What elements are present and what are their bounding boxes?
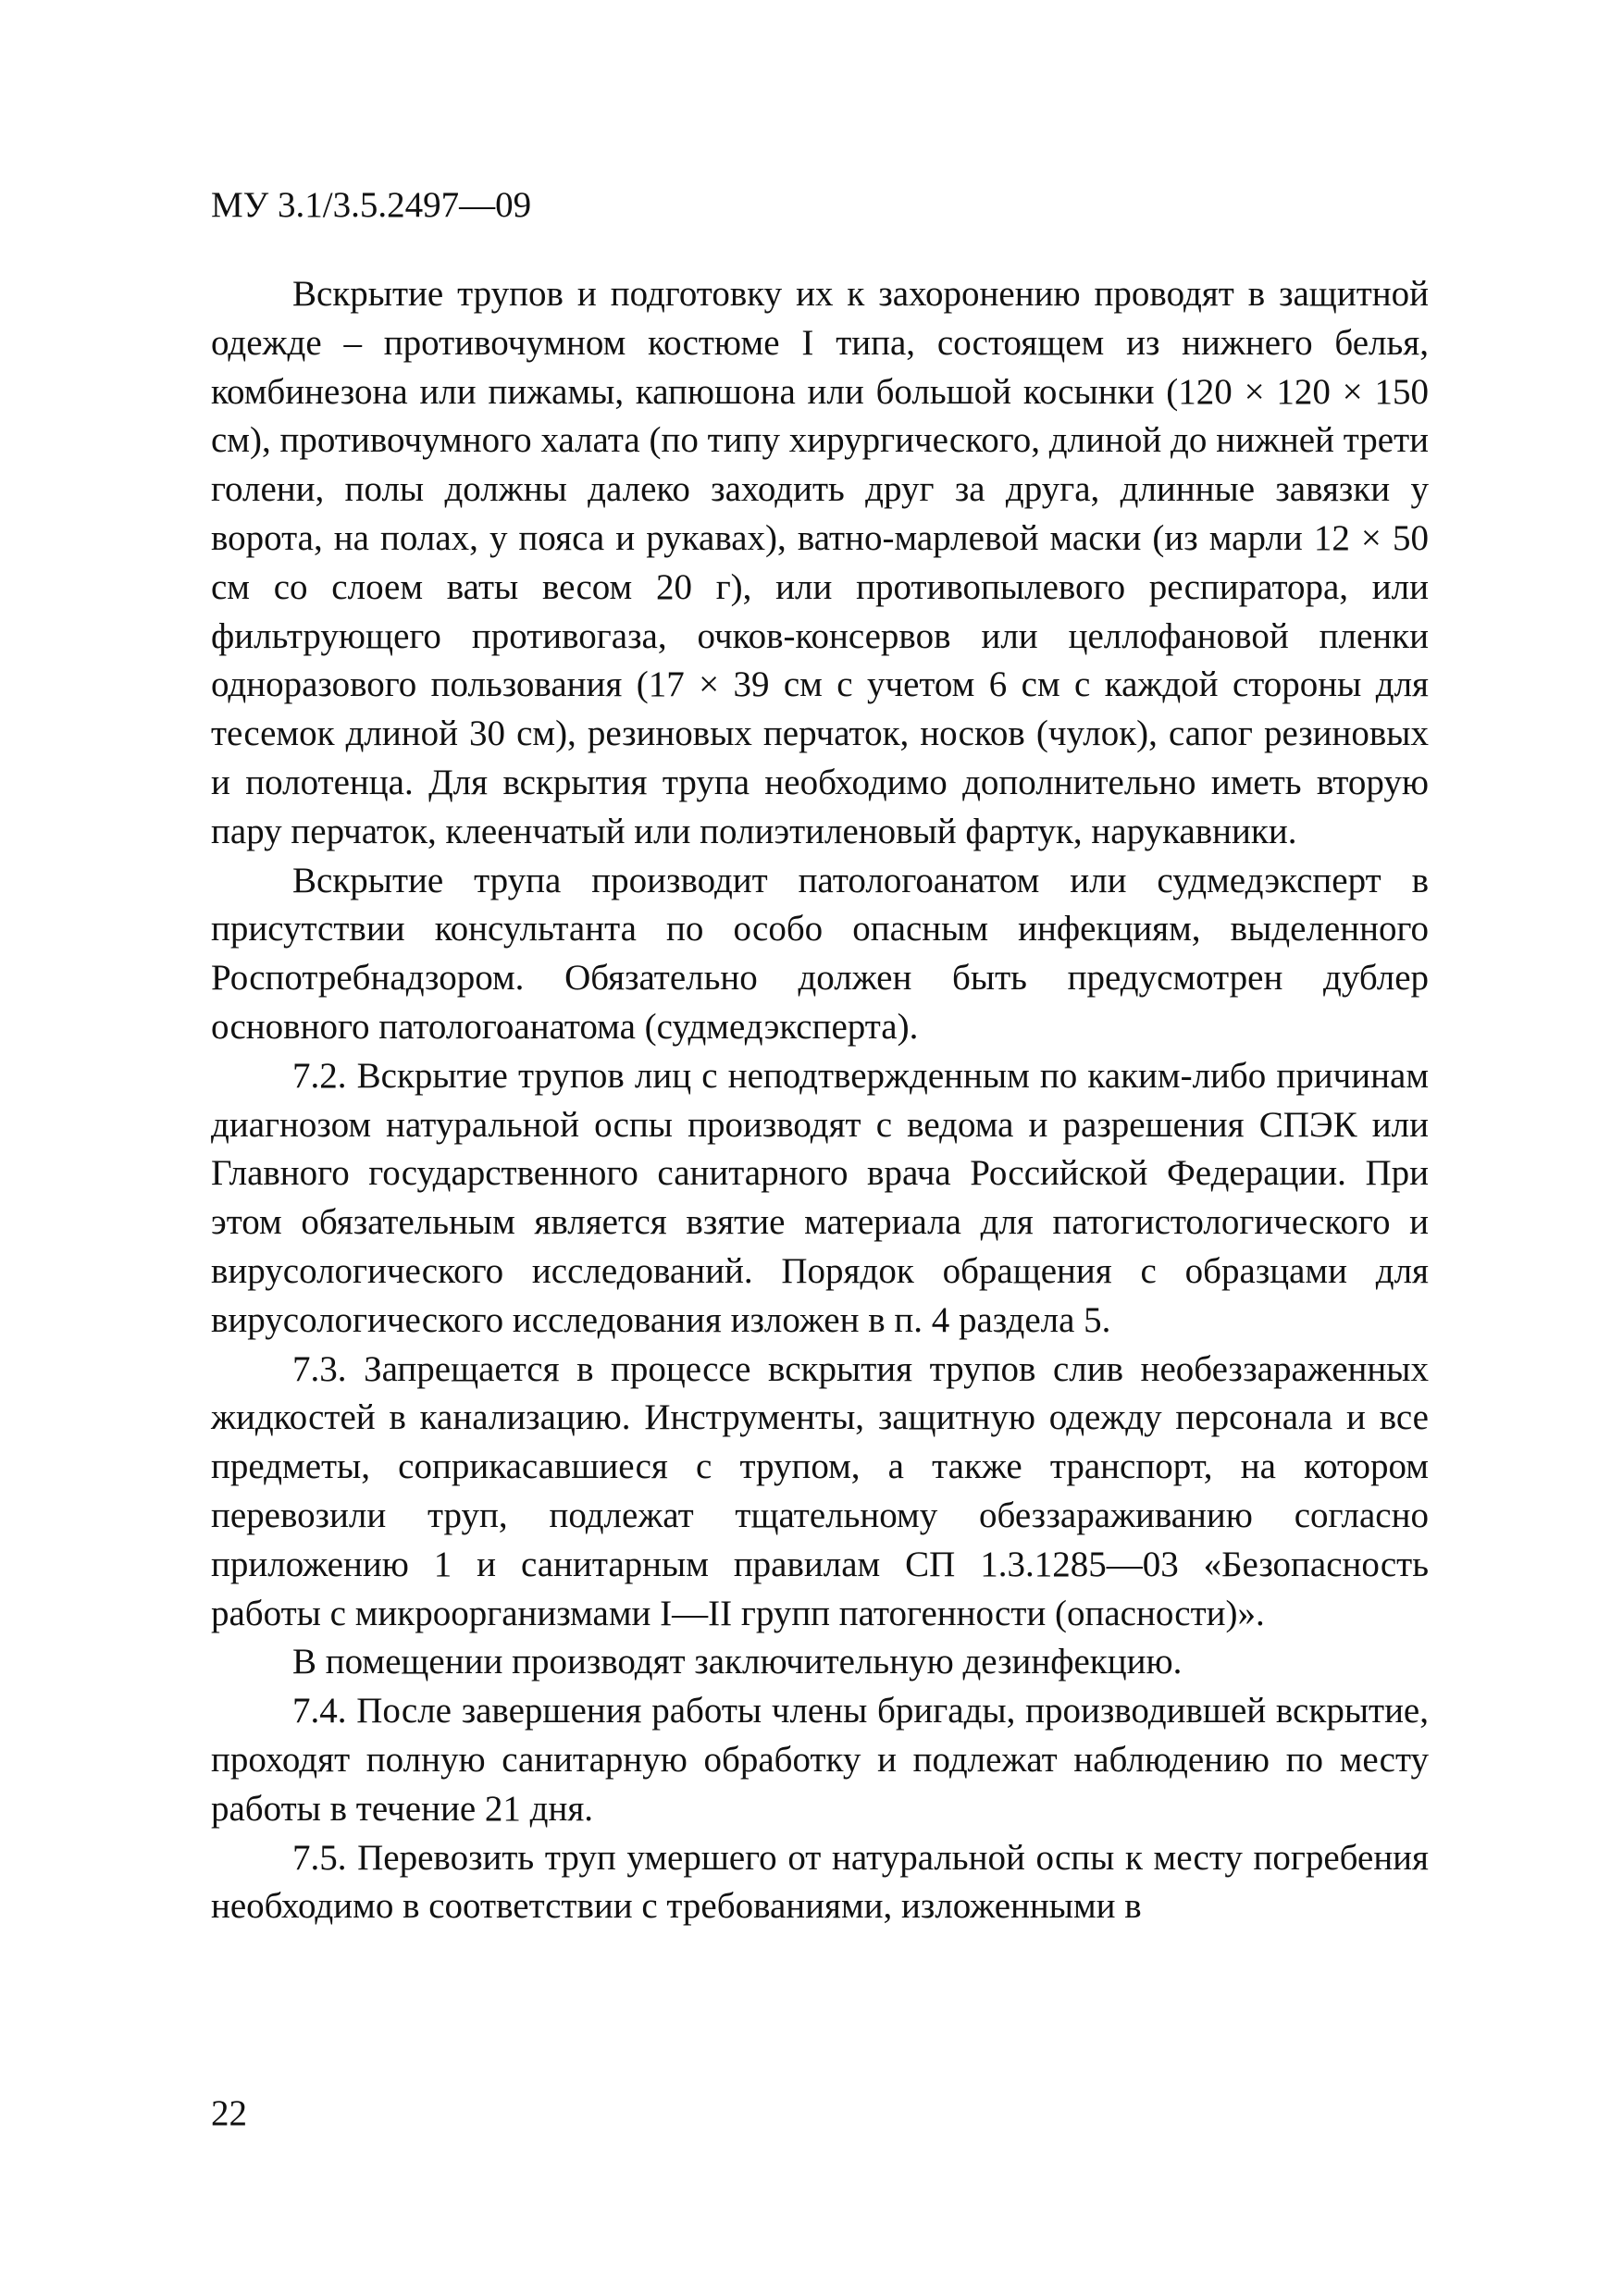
paragraph-7-4: 7.4. После завершения работы члены бригады, производившей вскрытие, проходят полную санитарную обработку и подлежат наблюдению по месту работы в течение 21 дня. <box>211 1691 1429 1829</box>
paragraph-final-disinfection: В помещении производят заключительную дезинфекцию. <box>292 1642 1183 1682</box>
paragraph-7-5: 7.5. Перевозить труп умершего от натуральной оспы к месту погребения необходимо в соответствии с требованиями, изложенными в <box>211 1837 1429 1927</box>
document-body <box>211 270 1429 1931</box>
paragraph-7-3: 7.3. Запрещается в процессе вскрытия трупов слив необеззараженных жидкостей в канализацию. Инструменты, защитную одежду персонала и все предметы, соприкасавшиеся с трупом, а также транспорт, на котором перевозили труп, подлежат тщательному обеззараживанию согласно приложению 1 и санитарным правилам СП 1.3.1285—03 «Безопасность работы с микроорганизмами I—II групп патогенности (опасности)». <box>211 1348 1429 1633</box>
page-number: 22 <box>211 2093 247 2133</box>
paragraph-protective-clothing: Вскрытие трупов и подготовку их к захоронению проводят в защитной одежде – противочумном костюме I типа, состоящем из нижнего белья, комбинезона или пижамы, капюшона или большой косынки (120 × 120 × 150 см), противочумного халата (по типу хирургического, длиной до нижней трети голени, полы должны далеко заходить друг за друга, длинные завязки у ворота, на полах, у пояса и рукавах), ватно-марлевой маски (из марли 12 × 50 см со слоем ваты весом 20 г), или противопылевого респиратора, или фильтрующего противогаза, очков-консервов или целлофановой пленки одноразового пользования (17 × 39 см с учетом 6 см с каждой стороны для тесемок длиной 30 см), резиновых перчаток, носков (чулок), сапог резиновых и полотенца. Для вскрытия трупа необходимо дополнительно иметь вторую пару перчаток, клеенчатый или полиэтиленовый фартук, нарукавники. <box>211 274 1429 851</box>
document-code-header: МУ 3.1/3.5.2497—09 <box>211 185 532 225</box>
paragraph-autopsy-performer: Вскрытие трупа производит патологоанатом или судмедэксперт в присутствии консультанта по особо опасным инфекциям, выделенного Роспотребнадзором. Обязательно должен быть предусмотрен дублер основного патологоанатома (судмедэксперта). <box>211 860 1429 1047</box>
paragraph-7-2: 7.2. Вскрытие трупов лиц с неподтвержденным по каким-либо причинам диагнозом натуральной оспы производят с ведома и разрешения СПЭК или Главного государственного санитарного врача Российской Федерации. При этом обязательным является взятие материала для патогистологического и вирусологического исследований. Порядок обращения с образцами для вирусологического исследования изложен в п. 4 раздела 5. <box>211 1055 1429 1340</box>
